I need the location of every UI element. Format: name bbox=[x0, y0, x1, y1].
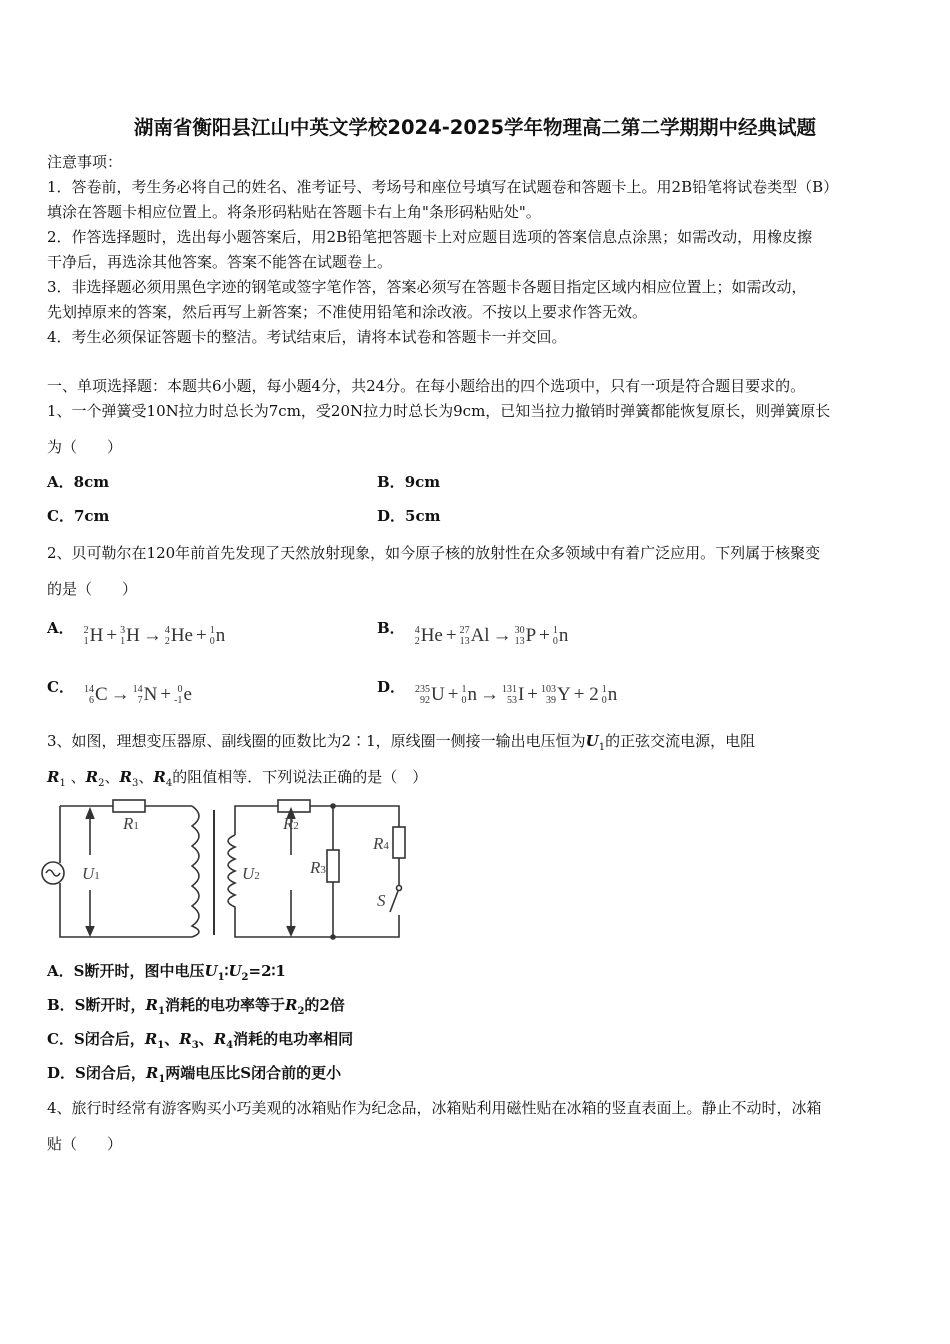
mass-number: 1 bbox=[461, 684, 467, 695]
element-symbol: He bbox=[170, 625, 193, 646]
nuclide bbox=[120, 625, 140, 647]
mass-number: 1 bbox=[552, 625, 558, 636]
svg-text:R3: R3 bbox=[310, 858, 326, 877]
atomic-number: 1 bbox=[83, 636, 89, 647]
mass-number: 103 bbox=[541, 684, 557, 695]
atomic-number: 13 bbox=[459, 636, 470, 647]
mass-number: 4 bbox=[164, 625, 170, 636]
transformer-circuit-diagram bbox=[40, 795, 420, 945]
mass-number: 1 bbox=[209, 625, 215, 636]
operator: + bbox=[160, 684, 172, 705]
q1-stem: 1、一个弹簧受10N拉力时总长为7cm，受20N拉力时总长为9cm，已知当拉力撤销时弹簧都能恢复原长，则弹簧原长 bbox=[47, 402, 831, 420]
mass-number: 27 bbox=[459, 625, 470, 636]
primary-coil bbox=[192, 806, 199, 937]
nuclide bbox=[415, 625, 443, 647]
atomic-number: -1 bbox=[174, 695, 183, 706]
atomic-number: 39 bbox=[546, 695, 557, 706]
element-symbol: I bbox=[517, 684, 525, 705]
q2-option-c[interactable] bbox=[47, 677, 192, 706]
atomic-number: 0 bbox=[601, 695, 607, 706]
atomic-number: 13 bbox=[514, 636, 525, 647]
operator: + bbox=[195, 625, 207, 646]
mass-number: 131 bbox=[501, 684, 517, 695]
nuclide bbox=[210, 625, 226, 647]
atomic-number: 0 bbox=[209, 636, 215, 647]
operator: + bbox=[447, 684, 459, 705]
option-letter: C． bbox=[47, 678, 74, 696]
nuclide bbox=[174, 684, 192, 706]
q2-stem: 的是（ ） bbox=[47, 580, 138, 598]
atomic-number: 6 bbox=[88, 695, 94, 706]
q1-option-a[interactable]: A．8cm bbox=[47, 473, 110, 491]
svg-text:R4: R4 bbox=[373, 834, 389, 853]
q1-option-b[interactable]: B．9cm bbox=[377, 473, 441, 491]
nuclide bbox=[84, 625, 104, 647]
mass-number: 4 bbox=[414, 625, 420, 636]
notice-heading: 注意事项： bbox=[47, 153, 123, 171]
resistor-r3 bbox=[327, 850, 339, 882]
notice-line: 填涂在答题卡相应位置上。将条形码粘贴在答题卡右上角"条形码粘贴处"。 bbox=[47, 203, 541, 221]
q2-option-d[interactable] bbox=[377, 677, 617, 706]
element-symbol: n bbox=[215, 625, 226, 646]
mass-number: 235 bbox=[415, 684, 431, 695]
element-symbol: C bbox=[94, 684, 108, 705]
nuclide bbox=[165, 625, 193, 647]
nuclear-equation bbox=[84, 625, 226, 647]
element-symbol: n bbox=[467, 684, 477, 705]
nuclide bbox=[602, 684, 618, 706]
nuclear-equation bbox=[84, 684, 192, 706]
element-symbol: Y bbox=[557, 684, 571, 705]
notice-line: 3．非选择题必须用黑色字迹的钢笔或签字笔作答，答案必须写在答题卡各题目指定区域内相应位置上；如需改动， bbox=[47, 278, 807, 296]
operator: + bbox=[445, 625, 457, 646]
svg-text:U2: U2 bbox=[242, 864, 260, 883]
q2-option-b[interactable] bbox=[377, 618, 568, 647]
operator: → bbox=[110, 684, 130, 705]
atomic-number: 7 bbox=[137, 695, 143, 706]
option-letter: D． bbox=[377, 678, 406, 696]
operator: + bbox=[539, 625, 550, 646]
q3-stem: 3、如图，理想变压器原、副线圈的匝数比为2∶1，原线圈一侧接一输出电压恒为$U_1$的正弦交流电源，电阻 bbox=[47, 732, 756, 753]
q4-stem: 贴（ ） bbox=[47, 1135, 123, 1153]
notice-line: 1．答卷前，考生务必将自己的姓名、准考证号、考场号和座位号填写在试题卷和答题卡上。用2B铅笔将试卷类型（B） bbox=[47, 178, 839, 196]
operator: + bbox=[106, 625, 118, 646]
mass-number: 14 bbox=[132, 684, 143, 695]
svg-text:R1: R1 bbox=[123, 814, 139, 833]
q3-stem: $R_1$ 、$R_2$、$R_3$、$R_4$的阻值相等．下列说法正确的是（ ） bbox=[47, 768, 428, 789]
page-title: 湖南省衡阳县江山中英文学校2024-2025学年物理高二第二学期期中经典试题 bbox=[133, 116, 817, 139]
nuclide bbox=[84, 684, 108, 706]
atomic-number: 0 bbox=[461, 695, 467, 706]
nuclear-equation bbox=[415, 684, 617, 706]
svg-text:S: S bbox=[377, 891, 386, 910]
atomic-number: 1 bbox=[120, 636, 126, 647]
element-symbol: U bbox=[431, 684, 445, 705]
q2-option-a[interactable] bbox=[47, 618, 225, 647]
element-symbol: He bbox=[420, 625, 443, 646]
element-symbol: H bbox=[126, 625, 140, 646]
operator: → bbox=[479, 684, 499, 705]
element-symbol: n bbox=[607, 684, 618, 705]
nuclide bbox=[502, 684, 524, 706]
q3-option-b[interactable]: B．S断开时，$R_1$消耗的电功率等于$R_2$的2倍 bbox=[47, 996, 345, 1017]
atomic-number: 92 bbox=[420, 695, 431, 706]
svg-text:R2: R2 bbox=[283, 814, 299, 833]
notice-line: 4．考生必须保证答题卡的整洁。考试结束后，请将本试卷和答题卡一并交回。 bbox=[47, 328, 567, 346]
operator: → bbox=[492, 625, 512, 646]
q3-option-a[interactable]: A．S断开时，图中电压$U_1∶U_2=2∶1$ bbox=[47, 962, 286, 983]
atomic-number: 53 bbox=[506, 695, 517, 706]
option-letter: A． bbox=[47, 619, 74, 637]
q1-stem: 为（ ） bbox=[47, 438, 123, 456]
element-symbol: e bbox=[183, 684, 192, 705]
secondary-coil bbox=[228, 835, 235, 909]
nuclide bbox=[553, 625, 569, 647]
atomic-number: 2 bbox=[414, 636, 420, 647]
svg-text:U1: U1 bbox=[82, 864, 100, 883]
q4-stem: 4、旅行时经常有游客购买小巧美观的冰箱贴作为纪念品，冰箱贴利用磁性贴在冰箱的竖直表面上。静止不动时，冰箱 bbox=[47, 1099, 822, 1117]
notice-line: 干净后，再选涂其他答案。答案不能答在试题卷上。 bbox=[47, 253, 393, 271]
option-letter: B． bbox=[377, 619, 405, 637]
q1-option-d[interactable]: D．5cm bbox=[377, 507, 441, 525]
nuclide bbox=[515, 625, 537, 647]
nuclide bbox=[461, 684, 477, 706]
nuclide bbox=[541, 684, 571, 706]
notice-line: 先划掉原来的答案，然后再写上新答案；不准使用铅笔和涂改液。不按以上要求作答无效。 bbox=[47, 303, 648, 321]
resistor-r1 bbox=[113, 800, 145, 812]
mass-number: 3 bbox=[120, 625, 126, 636]
element-symbol: n bbox=[558, 625, 569, 646]
nuclear-equation bbox=[415, 625, 569, 647]
nuclide bbox=[133, 684, 158, 706]
element-symbol: N bbox=[143, 684, 158, 705]
element-symbol: P bbox=[525, 625, 537, 646]
q1-option-c[interactable]: C．7cm bbox=[47, 507, 110, 525]
operator: + 2 bbox=[573, 684, 599, 705]
q2-stem: 2、贝可勒尔在120年前首先发现了天然放射现象，如今原子核的放射性在众多领域中有着广泛应用。下列属于核聚变 bbox=[47, 544, 821, 562]
element-symbol: H bbox=[89, 625, 104, 646]
operator: → bbox=[142, 625, 162, 646]
switch-s bbox=[397, 886, 402, 891]
mass-number: 1 bbox=[601, 684, 607, 695]
resistor-r2 bbox=[278, 800, 310, 812]
q3-option-d[interactable]: D．S闭合后，$R_1$两端电压比S闭合前的更小 bbox=[47, 1064, 342, 1085]
section-heading: 一、单项选择题：本题共6小题，每小题4分，共24分。在每小题给出的四个选项中，只有一项是符合题目要求的。 bbox=[47, 377, 806, 395]
mass-number: 14 bbox=[83, 684, 94, 695]
mass-number: 30 bbox=[514, 625, 525, 636]
notice-line: 2．作答选择题时，选出每小题答案后，用2B铅笔把答题卡上对应题目选项的答案信息点涂黑；如需改动，用橡皮擦 bbox=[47, 228, 813, 246]
nuclide bbox=[415, 684, 445, 706]
element-symbol: Al bbox=[470, 625, 490, 646]
operator: + bbox=[527, 684, 539, 705]
atomic-number: 2 bbox=[164, 636, 170, 647]
resistor-r4 bbox=[393, 827, 405, 858]
nuclide bbox=[460, 625, 490, 647]
q3-option-c[interactable]: C．S闭合后，$R_1$、$R_3$、$R_4$消耗的电功率相同 bbox=[47, 1030, 354, 1051]
atomic-number: 0 bbox=[552, 636, 558, 647]
mass-number: 0 bbox=[177, 684, 183, 695]
mass-number: 2 bbox=[83, 625, 89, 636]
